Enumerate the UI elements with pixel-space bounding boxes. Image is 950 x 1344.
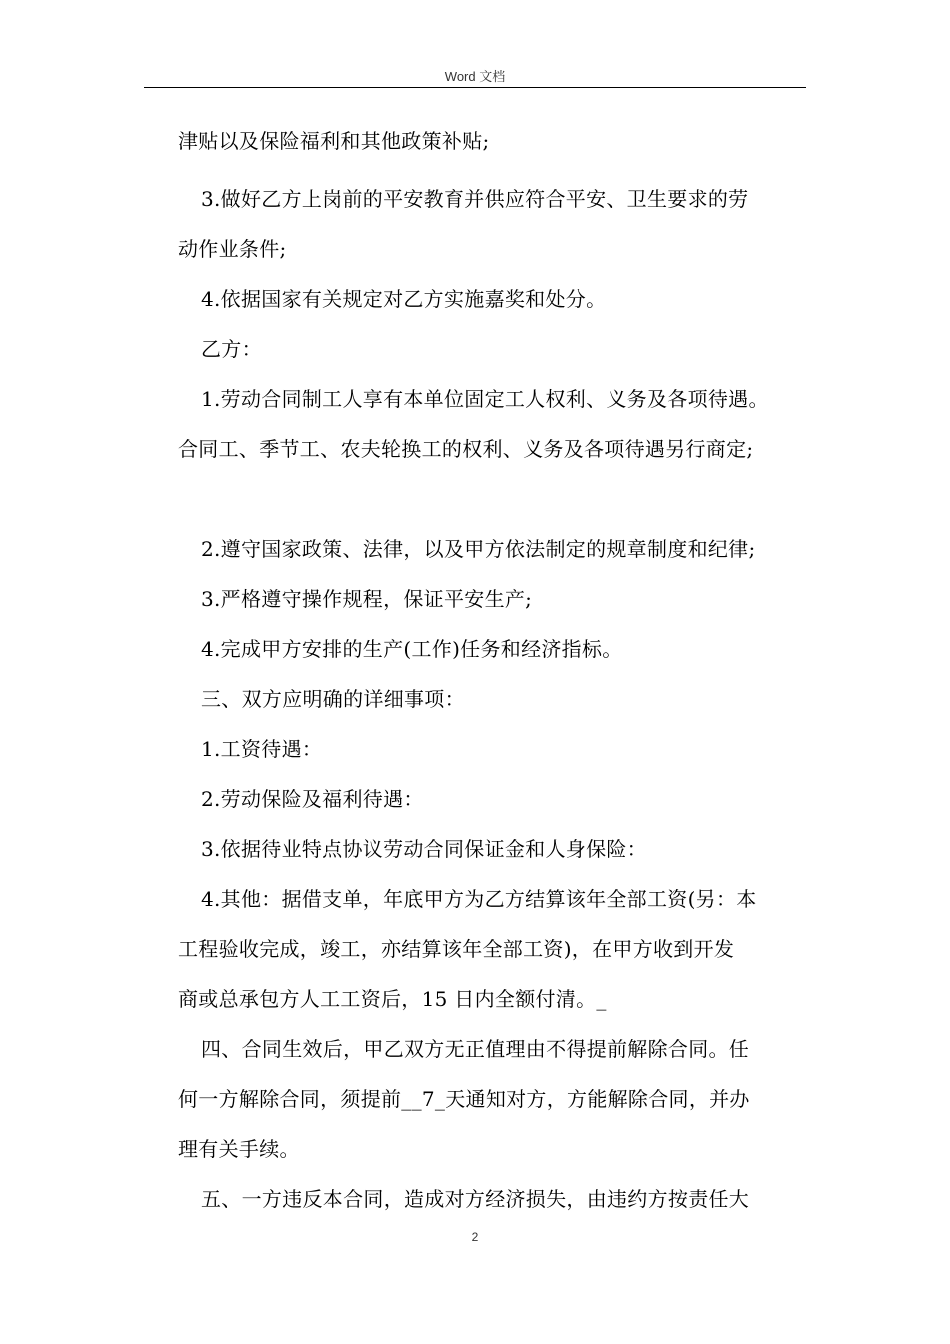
text-line: 合同工、季节工、农夫轮换工的权利、义务及各项待遇另行商定; xyxy=(178,437,754,461)
text-line: 三、双方应明确的详细事项： xyxy=(201,687,465,711)
text-line: 津贴以及保险福利和其他政策补贴; xyxy=(178,129,490,153)
text-line: 四、合同生效后，甲乙双方无正值理由不得提前解除合同。任 xyxy=(201,1037,750,1061)
text-line: 4.完成甲方安排的生产(工作)任务和经济指标。 xyxy=(201,637,623,661)
text-line: 3.做好乙方上岗前的平安教育并供应符合平安、卫生要求的劳 xyxy=(201,187,749,211)
text-line: 五、一方违反本合同，造成对方经济损失，由违约方按责任大 xyxy=(201,1187,750,1211)
text-line: 1.工资待遇： xyxy=(201,737,323,761)
page-header: Word 文档 xyxy=(444,69,506,84)
text-line: 商或总承包方人工工资后，15 日内全额付清。_ xyxy=(178,987,607,1011)
text-line: 2.劳动保险及福利待遇： xyxy=(201,787,424,811)
page-number: 2 xyxy=(471,1230,479,1244)
text-line: 4.依据国家有关规定对乙方实施嘉奖和处分。 xyxy=(201,287,607,311)
text-line: 工程验收完成，竣工，亦结算该年全部工资)，在甲方收到开发 xyxy=(178,937,735,961)
text-line: 理有关手续。 xyxy=(178,1137,300,1161)
text-line: 动作业条件; xyxy=(178,237,287,261)
text-line: 何一方解除合同，须提前__7_天通知对方，方能解除合同，并办 xyxy=(178,1087,750,1111)
text-line: 3.严格遵守操作规程，保证平安生产; xyxy=(201,587,533,611)
text-line: 乙方： xyxy=(201,337,262,361)
header-divider xyxy=(144,87,806,88)
text-line: 4.其他：据借支单，年底甲方为乙方结算该年全部工资(另：本 xyxy=(201,887,757,911)
text-line: 2.遵守国家政策、法律，以及甲方依法制定的规章制度和纪律; xyxy=(201,537,756,561)
text-line: 3.依据待业特点协议劳动合同保证金和人身保险： xyxy=(201,837,647,861)
text-line: 1.劳动合同制工人享有本单位固定工人权利、义务及各项待遇。 xyxy=(201,387,769,411)
